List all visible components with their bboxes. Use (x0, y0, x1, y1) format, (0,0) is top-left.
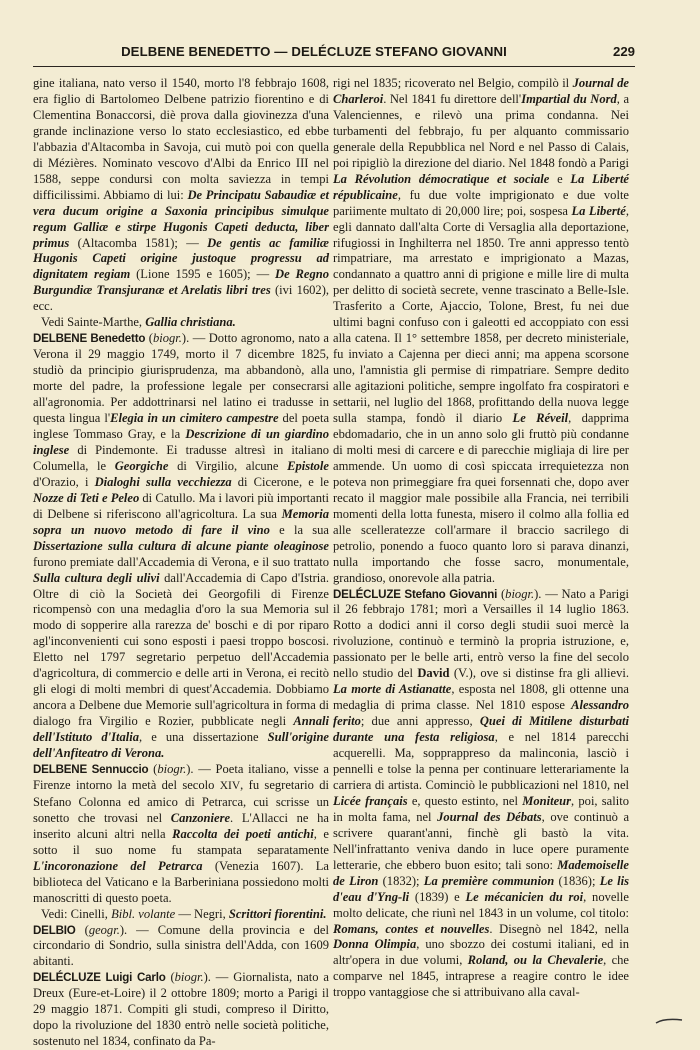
page-header (33, 44, 635, 66)
entry-paragraph: Vedi: Cinelli, Bibl. volante — Negri, Scrittori fiorentini. (41, 906, 327, 921)
running-title: DELBENE BENEDETTO — DELÉCLUZE STEFANO GIOVANNI (121, 44, 507, 59)
entry-paragraph: gine italiana, nato verso il 1540, morto l'8 febbrajo 1608, era figlio di Bartolomeo Delbene patrizio fiorentino e di Clementina Bonaccorsi, diè prova dalla giovinezza d'una grande inclinazione verso lo stato ecclesiastico, ed ebbe l'abbazia d'Altacomba in Savoja, cui mutò poi con quella di Mézières. Nominato vescovo d'Albi da Enrico III nel 1588, seppe condursi con molta saviezza in tempi difficilissimi. Abbiamo di lui: De Principatu Sabaudiæ et vera ducum origine a Saxonia principibus simulque regum Galliæ e stirpe Hugonis Capeti deducta, liber primus (Altacomba 1581); — De gentis ac familiæ Hugonis Capeti origine justoque progressu ad dignitatem regiam (Lione 1595 e 1605); — De Regno Burgundiæ Transjuranæ et Arelatis libri tres (ivi 1602), ecc. (33, 76, 330, 314)
entry-paragraph: DELBENE Sennuccio (biogr.). — Poeta italiano, visse a Firenze intorno la metà del secolo XIV, fu segretario di Stefano Colonna ed amico di Petrarca, cui scrisse un sonetto che trovasi nel Canzoniere. L'Allacci ne ha inserito alcuni altri nella Raccolta dei poeti antichi, e sotto il suo nome fu stampata separatamente L'incoronazione del Petrarca (Venezia 1607). La biblioteca del Vaticano e la Barberiniana possiedono molti manoscritti di questo poeta. (33, 761, 329, 905)
right-column (333, 76, 629, 1001)
entry-paragraph: DELBENE Benedetto (biogr.). — Dotto agronomo, nato a Verona il 29 maggio 1749, morto il 7 dicembre 1825, studiò da principio giurisprudenza, ma abbandonò, alla morte del padre, la professione legale per consecrarsi all'agronomia. Per addottrinarsi nel latino ei tradusse in questa lingua l'Elegia in un cimitero campestre del poeta inglese Tommaso Gray, e la Descrizione di un giardino inglese di Pindemonte. Ei tradusse altresì in italiano Columella, le Georgiche di Virgilio, alcune Epistole d'Orazio, i Dialoghi sulla vecchiezza di Cicerone, e le Nozze di Teti e Peleo di Catullo. Ma i lavori più importanti di Delbene si riferiscono all'agricoltura. La sua Memoria sopra un nuovo metodo di fare il vino e la sua Dissertazione sulla cultura di alcune piante oleaginose furono premiate dall'Accademia di Verona, e il suo trattato Sulla cultura degli ulivi dall'Accademia di Capo d'Istria. Oltre di ciò la Società dei Georgofili di Firenze ricompensò con una medaglia d'oro la sua Memoria sul modo di sopperire alla rarezza de' boschi e di por riparo agl'inconvenienti cui sono esposti i paesi troppo boscosi. Eletto nel 1797 segretario perpetuo dell'Accademia d'agricoltura, di commercio e delle arti in Verona, ei recitò gli elogi di molti membri di quest'Accademia. Dobbiamo ancora a Delbene due Memorie sull'agricoltura in forma di dialogo fra Virgilio e Rozier, pubblicate negli Annali dell'Istituto d'Italia, e una dissertazione Sull'origine dell'Anfiteatro di Verona. (33, 331, 330, 761)
left-column (33, 76, 329, 1050)
entry-paragraph: DELÉCLUZE Stefano Giovanni (biogr.). — Nato a Parigi il 26 febbrajo 1781; morì a Versailles il 14 luglio 1863. Rotto a dodici anni il corso degli studii suoi mercè la rivoluzione, continuò e terminò la propria istruzione, e, passionato per le belle arti, entrò verso la fine del secolo nello studio del David (V.), ove si distinse fra gli allievi. La morte di Astianatte, esposta nel 1808, gli ottenne una medaglia di prima classe. Nel 1810 espose Alessandro ferito; due anni appresso, Quei di Mitilene disturbati durante una festa religiosa, e nel 1814 parecchi acquerelli. Ma, sopprappreso da malinconia, lasciò i pennelli e tolse la penna per continuare letterariamente la carriera di artista. Cominciò le pubblicazioni nel 1810, nel Licée français e, questo estinto, nel Moniteur, poi, salito in molta fama, nel Journal des Débats, ove continuò a scrivere quarant'anni, finchè gli bastò la vita. Nell'infrattanto veniva dando in luce opere puramente letterarie, che ebbero buon esito; tali sono: Mademoiselle de Liron (1832); La première communion (1836); Le lis d'eau d'Yng-li (1839) e Le mécanicien du roi, novelle molto delicate, che riunì nel 1843 in un volume, col titolo: Romans, contes et nouvelles. Disegnò nel 1842, nella Donna Olimpia, uno sbozzo dei costumi italiani, ed in altr'opera in due volumi, Roland, ou la Chevalerie, che comparve nel 1845, intraprese a reagire contro le idee troppo vantaggiose che si attribuivano alla caval- (333, 586, 630, 1000)
page-corner-mark (654, 1018, 684, 1024)
entry-paragraph: DELBIO (geogr.). — Comune della provincia e del circondario di Sondrio, sulla sinistra dell'Adda, con 1609 abitanti. (33, 922, 329, 969)
entry-paragraph: rigi nel 1835; ricoverato nel Belgio, compilò il Journal de Charleroi. Nel 1841 fu direttore dell'Impartial du Nord, a Valenciennes, e rilevò una prima condanna. Nei turbamenti del febbrajo, fu per alquanto commissario generale della Repubblica nel Nord e nel Passo di Calais, poi ripigliò la direzione del diario. Nel 1848 fondò a Parigi La Révolution démocratique et sociale e La Liberté républicaine, fu due volte imprigionato e due volte pariimente multato di 20,000 lire; poi, sospesa La Liberté, egli dannato dall'alta Corte di Versaglia alla deportazione, rifugiossi in Inghilterra nel 1850. Tre anni appresso tentò rimpatriare, ma arrestato e imprigionato a Mazas, condannato a quattro anni di prigione e mille lire di multa per delitto di società secrete, venne trascinato a Belle-Isle. Trasferito a Corte, Ajaccio, Tolone, Brest, fu nei due ultimi bagni confuso con i galeotti ed accoppiato con essi alla catena. Il 1° settembre 1858, per decreto ministeriale, fu inviato a Cajenna per dieci anni; ma appena scorsone uno, l'amnistia gli permise di rimpatriare. Sempre dedito alle agitazioni politiche, sempre ingolfato fra cospiratori e settarii, nel luglio del 1868, profittando della nuova legge sulla stampa, fondò il diario Le Réveil, dapprima ebdomadario, che in un anno solo gli fruttò più condanne di molti mesi di carcere e di parecchie migliaja di lire per ammende. Un uomo di così spiccata irrequietezza non poteva non primeggiare fra quei forsennati che, dopo aver recato il maggior male possibile alla Francia, nei terribili momenti della lotta funesta, misero il colmo alla follia ed alle scelleratezze coll'armare il braccio sacrilego di petrolio, ponendo a fuoco quanto loro si parava dinanzi, nulla importando che fosse sacro, monumentale, grandioso, onorevole alla patria. (333, 76, 630, 585)
entry-paragraph: DELÉCLUZE Luigi Carlo (biogr.). — Giornalista, nato a Dreux (Eure-et-Loire) il 2 ottobre 1809; morto a Parigi il 29 maggio 1871. Compiti gli studi, compreso il Diritto, dopo la rivoluzione del 1830 entrò nelle società politiche, sostenuto nel 1834, confinato da Pa- (33, 970, 329, 1049)
header-rule (33, 66, 635, 67)
page-number: 229 (612, 44, 635, 59)
entry-paragraph: Vedi Sainte-Marthe, Gallia christiana. (41, 315, 236, 330)
